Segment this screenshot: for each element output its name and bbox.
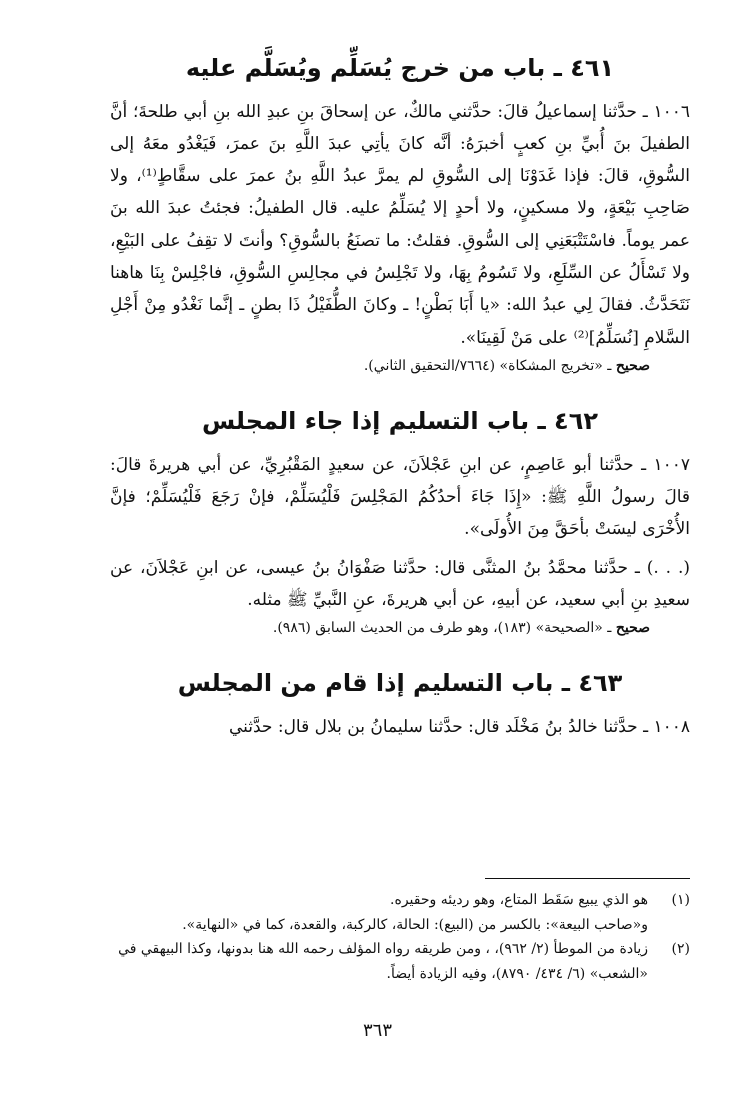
footnotes	[110, 888, 690, 986]
hadith-1008: ١٠٠٨ ـ حدَّثنا خالدُ بنُ مَخْلَد قال: حدَّثنا سليمانُ بن بلال قال: حدَّثني	[228, 717, 690, 738]
grading-label: صحيح	[615, 357, 650, 374]
footnote-2	[110, 937, 690, 986]
chapter-463-title: ٤٦٣ ـ باب التسليم إذا قام من المجلس	[177, 669, 623, 698]
page-body	[110, 52, 690, 743]
footnote-number: (٢)	[671, 941, 690, 957]
grading-text: ـ «تخريج المشكاة» (٧٦٦٤/التحقيق الثاني).	[363, 357, 612, 374]
footnote-1-continuation	[110, 913, 690, 938]
footnote-number: (١)	[671, 892, 690, 908]
footnote-1	[110, 888, 690, 913]
grading-label: صحيح	[615, 620, 650, 637]
footnote-text: هو الذي يبيع سَقَط المتاع، وهو رديئه وحقيره.	[390, 892, 648, 908]
hadith-1006: ١٠٠٦ ـ حدَّثنا إسماعيلُ قالَ: حدَّثني مالكٌ، عن إسحاقَ بنِ عبدِ الله بنِ أبي طلحةَ؛ أنَّ الطفيلَ بنَ أُبيِّ بنِ كعبٍ أخبرَهُ: أنَّه كانَ يأتِي عبدَ اللَّهِ بنَ عمرَ، فَيَغْدُو معَهُ إلى السُّوقِ، قالَ: فإذا غَدَوْنَا إلى السُّوقِ لم يمرَّ عبدُ اللَّهِ بنُ عمرَ على سقَّاطٍ⁽¹⁾، ولا صَاحِبِ بَيْعَةٍ، ولا مسكينٍ، ولا أحدٍ إلا يُسَلِّمُ عليه. قال الطفيلُ: فجئتُ عبدَ الله بنَ عمر يوماً. فاسْتَتْبَعَنِي إلى السُّوقِ. فقلتُ: ما تصنَعُ بالسُّوقِ؟ وأنتَ لا تقِفُ على البَيْعِ، ولا تَسْأَلُ عن السِّلَعِ، ولا تَسُومُ بِهَا، ولا تَجْلِسُ في مجالِسِ السُّوقِ، فاجْلِسْ بِنَا هاهنا نَتَحَدَّثُ. فقالَ لِي عبدُ الله: «يا أَبَا بَطْنٍ! ـ وكانَ الطُّفَيْلُ ذَا بطنٍ ـ إنَّما نَغْدُو مِنْ أَجْلِ السَّلامِ [نُسَلِّمُ]⁽²⁾ على مَنْ لَقِينَا».	[110, 101, 690, 348]
chapter-461-title: ٤٦١ ـ باب من خرج يُسَلِّم ويُسَلَّم عليه	[185, 54, 615, 82]
hadith-1007: ١٠٠٧ ـ حدَّثنا أبو عَاصِمٍ، عن ابنِ عَجْلاَنَ، عن سعيدٍ المَقْبُرِيِّ، عن أبي هريرةَ قالَ: قالَ رسولُ اللَّهِ ﷺ: «إِذَا جَاءَ أحدُكُمُ المَجْلِسَ فَلْيُسَلِّمْ، فإنْ رَجَعَ فَلْيُسَلِّمْ؛ فإنَّ الأُخْرَى ليسَتْ بأحَقَّ مِنَ الأُولَى».	[110, 454, 690, 540]
hadith-1007-chain: (. . .) ـ حدَّثنا محمَّدُ بنُ المثنَّى قال: حدَّثنا صَفْوَانُ بنُ عيسى، عن ابنِ عَجْلاَنَ، عن سعيدِ بنِ أبي سعيد، عن أبيهِ، عن أبي هريرةَ، عنِ النَّبيِّ ﷺ مثله.	[110, 557, 690, 610]
chapter-462-title: ٤٦٢ ـ باب التسليم إذا جاء المجلس	[202, 407, 598, 436]
grading-1007	[110, 616, 650, 641]
grading-1006	[110, 354, 650, 379]
footnote-text: و«صاحب البيعة»: بالكسر من (البيع): الحالة، كالركبة، والقعدة، كما في «النهاية».	[182, 916, 648, 933]
page-number: ٣٦٣	[362, 1020, 392, 1041]
grading-text: ـ «الصحيحة» (١٨٣)، وهو طرف من الحديث السابق (٩٨٦).	[272, 620, 612, 637]
footnote-text: زيادة من الموطأ (٢/ ٩٦٢)، ، ومن طريقه رواه المؤلف رحمه الله هنا بدونها، وكذا البيهقي في «الشعب» (٦/ ٤٣٤/ ٨٧٩٠)، وفيه الزيادة أيضاً.	[118, 941, 648, 982]
footnote-divider	[485, 878, 690, 879]
